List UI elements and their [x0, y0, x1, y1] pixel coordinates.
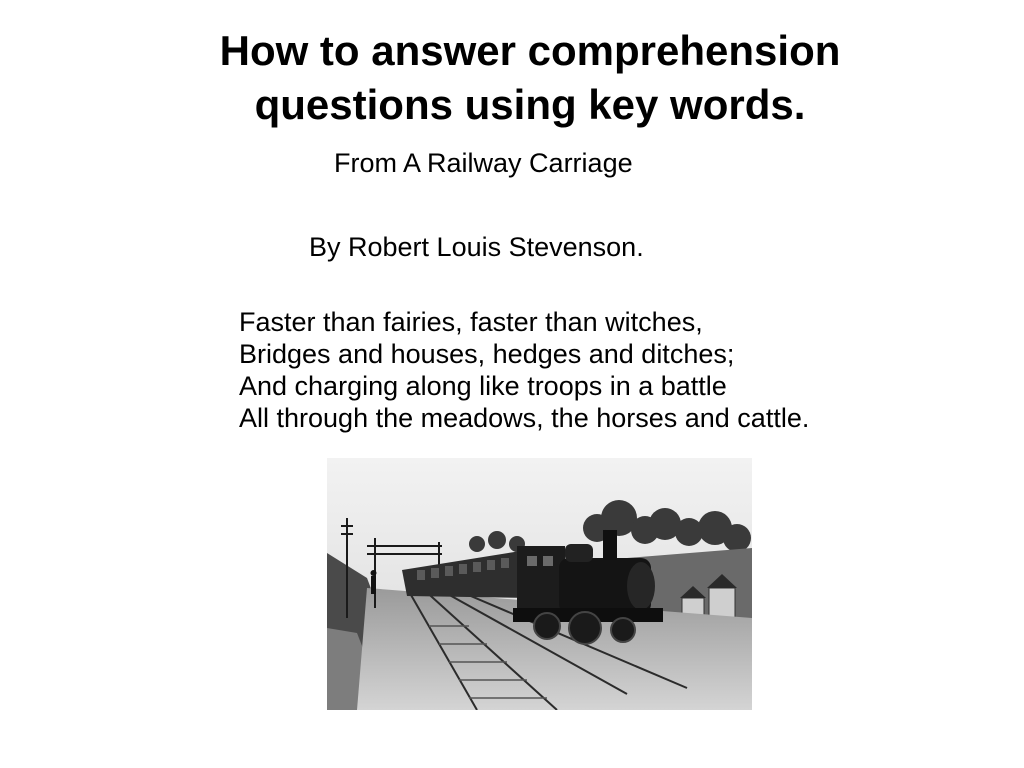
poem-stanza [239, 306, 809, 434]
poem-author: By Robert Louis Stevenson. [309, 232, 644, 262]
poem-line-3: And charging along like troops in a battle [239, 371, 727, 401]
slide-title [0, 24, 1024, 132]
poem-line-4: All through the meadows, the horses and cattle. [239, 403, 810, 433]
slide-title-line-2: questions using key words. [254, 81, 806, 128]
poem-line-1: Faster than fairies, faster than witches, [239, 307, 703, 337]
steam-locomotive-photo [327, 458, 752, 710]
poem-title: From A Railway Carriage [334, 148, 633, 178]
slide-title-line-1: How to answer comprehension [219, 27, 841, 74]
poem-line-2: Bridges and houses, hedges and ditches; [239, 339, 735, 369]
